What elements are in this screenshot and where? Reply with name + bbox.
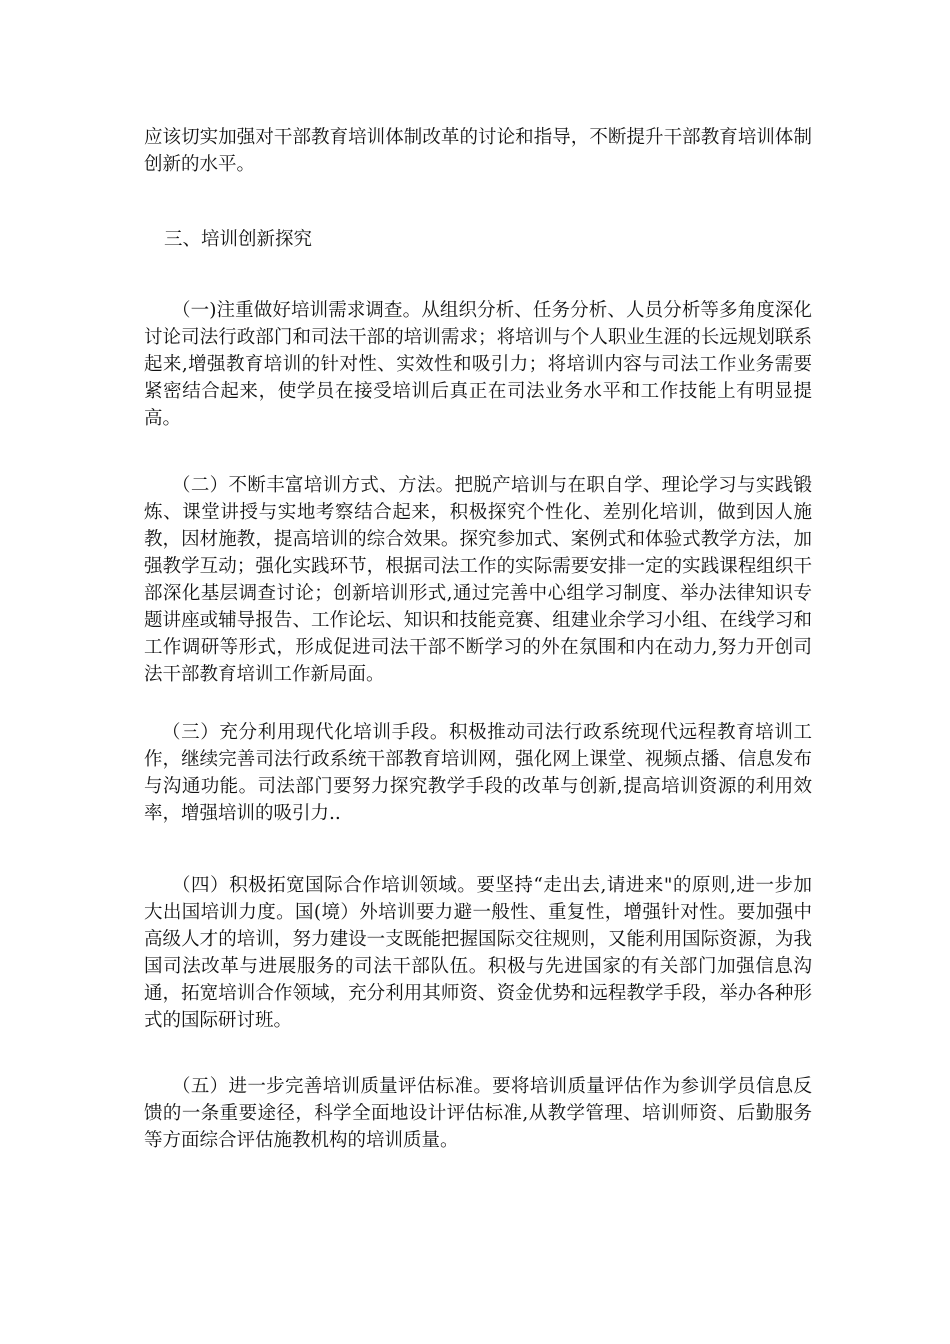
paragraph-3: （三）充分利用现代化培训手段。积极推动司法行政系统现代远程教育培训工作，继续完善司法行政系统干部教育培训网，强化网上课堂、视频点播、信息发布与沟通功能。司法部门要努力探究教学手段的改革与创新,提高培训资源的利用效率，增强培训的吸引力..: [144, 722, 812, 824]
paragraph-4: （四）积极拓宽国际合作培训领域。要坚持“走出去,请进来"的原则,进一步加大出国培训力度。国(境）外培训要力避一般性、重复性，增强针对性。要加强中高级人才的培训，努力建设一支既能把握国际交往规则，又能利用国际资源，为我国司法改革与进展服务的司法干部队伍。积极与先进国家的有关部门加强信息沟通，拓宽培训合作领域，充分利用其师资、资金优势和远程教学手段，举办各种形式的国际研讨班。: [144, 875, 812, 1031]
paragraph-2: （二）不断丰富培训方式、方法。把脱产培训与在职自学、理论学习与实践锻炼、课堂讲授与实地考察结合起来，积极探究个性化、差别化培训，做到因人施教，因材施教，提高培训的综合效果。探究参加式、案例式和体验式教学方法，加强教学互动；强化实践环节，根据司法工作的实际需要安排一定的实践课程组织干部深化基层调查讨论；创新培训形式,通过完善中心组学习制度、举办法律知识专题讲座或辅导报告、工作论坛、知识和技能竞赛、组建业余学习小组、在线学习和工作调研等形式，形成促进司法干部不断学习的外在氛围和内在动力,努力开创司法干部教育培训工作新局面。: [144, 475, 812, 685]
section-heading: 三、培训创新探究: [164, 229, 313, 250]
paragraph-5: （五）进一步完善培训质量评估标准。要将培训质量评估作为参训学员信息反馈的一条重要途径，科学全面地设计评估标准,从教学管理、培训师资、后勤服务等方面综合评估施教机构的培训质量。: [144, 1076, 812, 1151]
paragraph-intro: 应该切实加强对干部教育培训体制改革的讨论和指导，不断提升干部教育培训体制创新的水平。: [144, 127, 812, 175]
paragraph-1: （一)注重做好培训需求调查。从组织分析、任务分析、人员分析等多角度深化讨论司法行政部门和司法干部的培训需求；将培训与个人职业生涯的长远规划联系起来,增强教育培训的针对性、实效性和吸引力；将培训内容与司法工作业务需要紧密结合起来，使学员在接受培训后真正在司法业务水平和工作技能上有明显提高。: [144, 300, 812, 429]
